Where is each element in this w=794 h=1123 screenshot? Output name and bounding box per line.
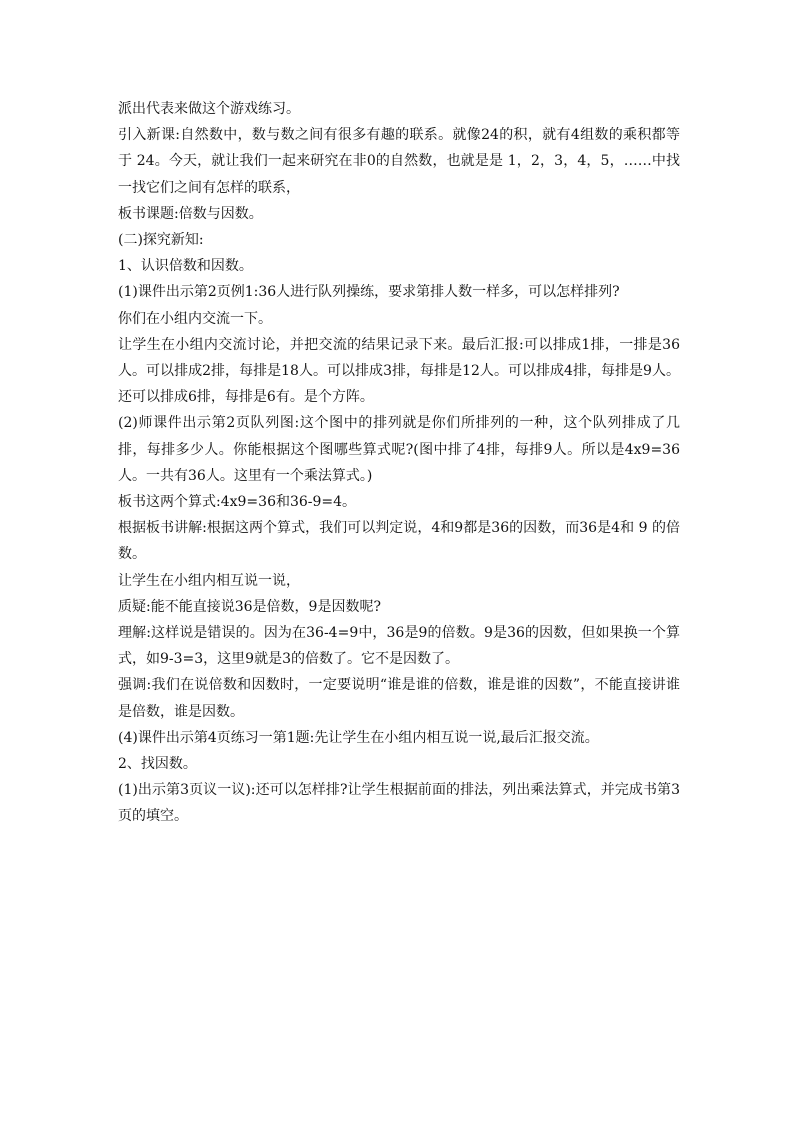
paragraph-discuss-page-3: (1)出示第3页议一议):还可以怎样排?让学生根据前面的排法，列出乘法算式，并完成书第3页的填空。 xyxy=(118,782,680,825)
paragraph-exercise-1: (4)课件出示第4页练习一第1题:先让学生在小组内相互说一说,最后汇报交流。 xyxy=(118,729,599,746)
paragraph-emphasis: 强调:我们在说倍数和因数时，一定要说明“谁是谁的倍数，谁是谁的因数”，不能直接讲谁是倍数，谁是因数。 xyxy=(118,677,680,720)
paragraph-board-equations: 板书这两个算式:4x9=36和36-9=4。 xyxy=(118,494,357,511)
paragraph-example-1: (1)课件出示第2页例1:36人进行队列操练，要求第排人数一样多，可以怎样排列? xyxy=(118,284,620,301)
paragraph-question: 质疑:能不能直接说36是倍数，9是因数呢? xyxy=(118,598,381,615)
paragraph-explanation: 根据板书讲解:根据这两个算式，我们可以判定说，4和9都是36的因数，而36是4和 9 的倍数。 xyxy=(118,520,680,563)
paragraph-queue-figure: (2)师课件出示第2页队列图:这个图中的排列就是你们所排列的一种，这个队列排成了几排，每排多少人。你能根据这个图哪些算式呢?(图中排了4排，每排9人。所以是4x9=36人。一共有36人。这里有一个乘法算式。) xyxy=(118,415,680,484)
paragraph-mutual-talk: 让学生在小组内相互说一说， xyxy=(118,572,300,589)
subheading-recognize-multiples-factors: 1、认识倍数和因数。 xyxy=(118,258,253,275)
section-heading-explore: (二)探究新知: xyxy=(118,232,204,249)
paragraph-game-practice: 派出代表来做这个游戏练习。 xyxy=(118,101,300,117)
paragraph-intro-new-lesson: 引入新课:自然数中，数与数之间有很多有趣的联系。就像24的积，就有4组数的乘积都等于 24。今天，就让我们一起来研究在非0的自然数，也就是是 1，2，3，4，5，……中找一找它们之间有怎样的联系， xyxy=(118,127,680,196)
document-body xyxy=(118,96,680,830)
paragraph-understanding: 理解:这样说是错误的。因为在36-4=9中，36是9的倍数。9是36的因数，但如果换一个算式，如9-3=3，这里9就是3的倍数了。它不是因数了。 xyxy=(118,625,680,668)
paragraph-report-arrangements: 让学生在小组内交流讨论，并把交流的结果记录下来。最后汇报:可以排成1排，一排是36人。可以排成2排，每排是18人。可以排成3排，每排是12人。可以排成4排，每排是9人。还可以排成6排，每排是6有。是个方阵。 xyxy=(118,336,680,406)
subheading-find-factors: 2、找因数。 xyxy=(118,756,197,773)
paragraph-board-title: 板书课题:倍数与因数。 xyxy=(118,205,263,222)
paragraph-group-discussion: 你们在小组内交流一下。 xyxy=(118,310,272,327)
